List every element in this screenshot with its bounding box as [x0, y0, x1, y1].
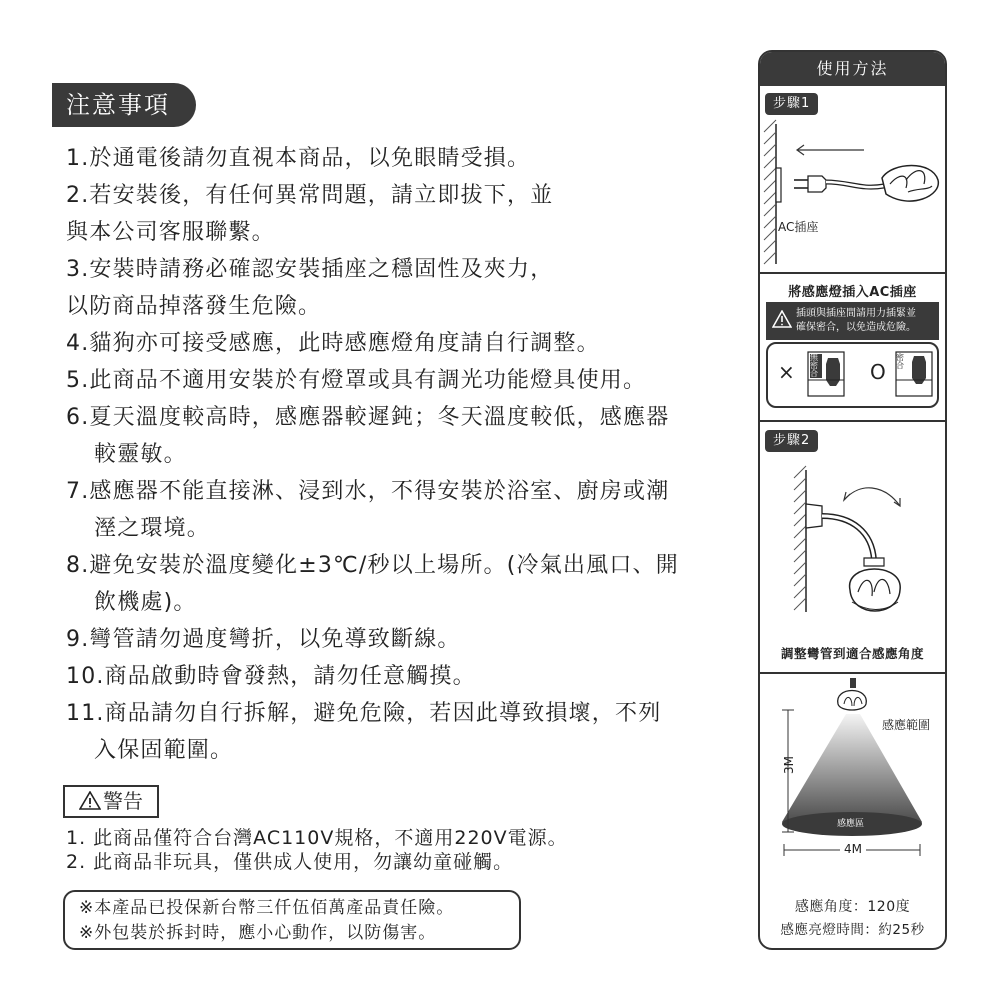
step1-caption: 將感應燈插入AC插座 — [788, 285, 917, 300]
curved-arrow-icon — [844, 488, 900, 506]
tight-tag: 密合 — [896, 353, 904, 370]
notice-item-1: 1.於通電後請勿直視本商品，以免眼睛受損。 — [66, 146, 531, 171]
notice-list — [66, 140, 746, 769]
usage-title: 使用方法 — [760, 52, 945, 86]
step2-illustration — [760, 462, 945, 632]
notice-item-6: 6.夏天溫度較高時，感應器較遲鈍；冬天溫度較低，感應器 較靈敏。 — [66, 405, 670, 467]
notice-title: 注意事項 — [52, 83, 196, 127]
sensing-range-label: 感應範圍 — [882, 718, 931, 732]
wall-icon — [764, 120, 781, 264]
step1-badge: 步驟1 — [765, 93, 818, 115]
wall-icon — [794, 466, 806, 612]
warning-list — [66, 826, 568, 874]
divider — [760, 272, 945, 274]
loose-tag: 無密合 — [810, 353, 818, 378]
sensing-zone-label: 感應區 — [834, 816, 867, 829]
width-label: 4M — [840, 842, 866, 856]
notice-item-2: 2.若安裝後，有任何異常問題，請立即拔下，並 與本公司客服聯繫。 — [66, 183, 554, 245]
plug-lamp-icon — [794, 166, 938, 202]
notice-item-4: 4.貓狗亦可接受感應，此時感應燈角度請自行調整。 — [66, 331, 600, 356]
mounted-lamp-icon — [806, 504, 900, 611]
plug-comparison-box — [766, 342, 939, 408]
divider — [760, 420, 945, 422]
sensing-angle: 感應角度：120度 — [794, 899, 911, 915]
warning-title: 警告 — [63, 785, 159, 818]
insurance-line-2: ※外包裝於拆封時，應小心動作，以防傷害。 — [79, 923, 437, 943]
arrow-left-icon — [797, 145, 864, 155]
height-label: 3M — [782, 756, 796, 774]
insurance-box — [63, 890, 521, 950]
notice-item-7: 7.感應器不能直接淋、浸到水，不得安裝於浴室、廚房或潮 溼之環境。 — [66, 479, 670, 541]
step1-illustration — [760, 118, 945, 268]
notice-item-10: 10.商品啟動時會發熱，請勿任意觸摸。 — [66, 664, 476, 689]
warning-item-2: 2. 此商品非玩具，僅供成人使用，勿讓幼童碰觸。 — [66, 851, 514, 873]
usage-panel — [758, 50, 947, 950]
notice-item-8: 8.避免安裝於溫度變化±3℃/秒以上場所。(冷氣出風口、開 飲機處)。 — [66, 553, 679, 615]
notice-item-9: 9.彎管請勿過度彎折，以免導致斷線。 — [66, 627, 461, 652]
ac-socket-label: AC插座 — [778, 220, 819, 234]
notice-item-3: 3.安裝時請務必確認安裝插座之穩固性及夾力， 以防商品掉落發生危險。 — [66, 257, 554, 319]
step1-warning-box: 插頭與插座間請用力插緊並 確保密合，以免造成危險。 — [766, 302, 939, 340]
step2-badge: 步驟2 — [765, 430, 818, 452]
right-mark: O — [870, 360, 886, 384]
warning-item-1: 1. 此商品僅符合台灣AC110V規格，不適用220V電源。 — [66, 827, 568, 849]
light-duration: 感應亮燈時間：約25秒 — [780, 922, 925, 938]
warning-triangle-icon — [79, 791, 101, 810]
wrong-mark: × — [778, 360, 795, 384]
insurance-line-1: ※本產品已投保新台幣三仟伍佰萬產品責任險。 — [79, 898, 455, 918]
step2-caption: 調整彎管到適合感應角度 — [780, 646, 924, 661]
warning-triangle-icon — [772, 310, 792, 328]
notice-item-5: 5.此商品不適用安裝於有燈罩或具有調光功能燈具使用。 — [66, 368, 647, 393]
notice-item-11: 11.商品請勿自行拆解，避免危險，若因此導致損壞，不列 入保固範圍。 — [66, 701, 662, 763]
ceiling-lamp-icon — [838, 678, 867, 710]
